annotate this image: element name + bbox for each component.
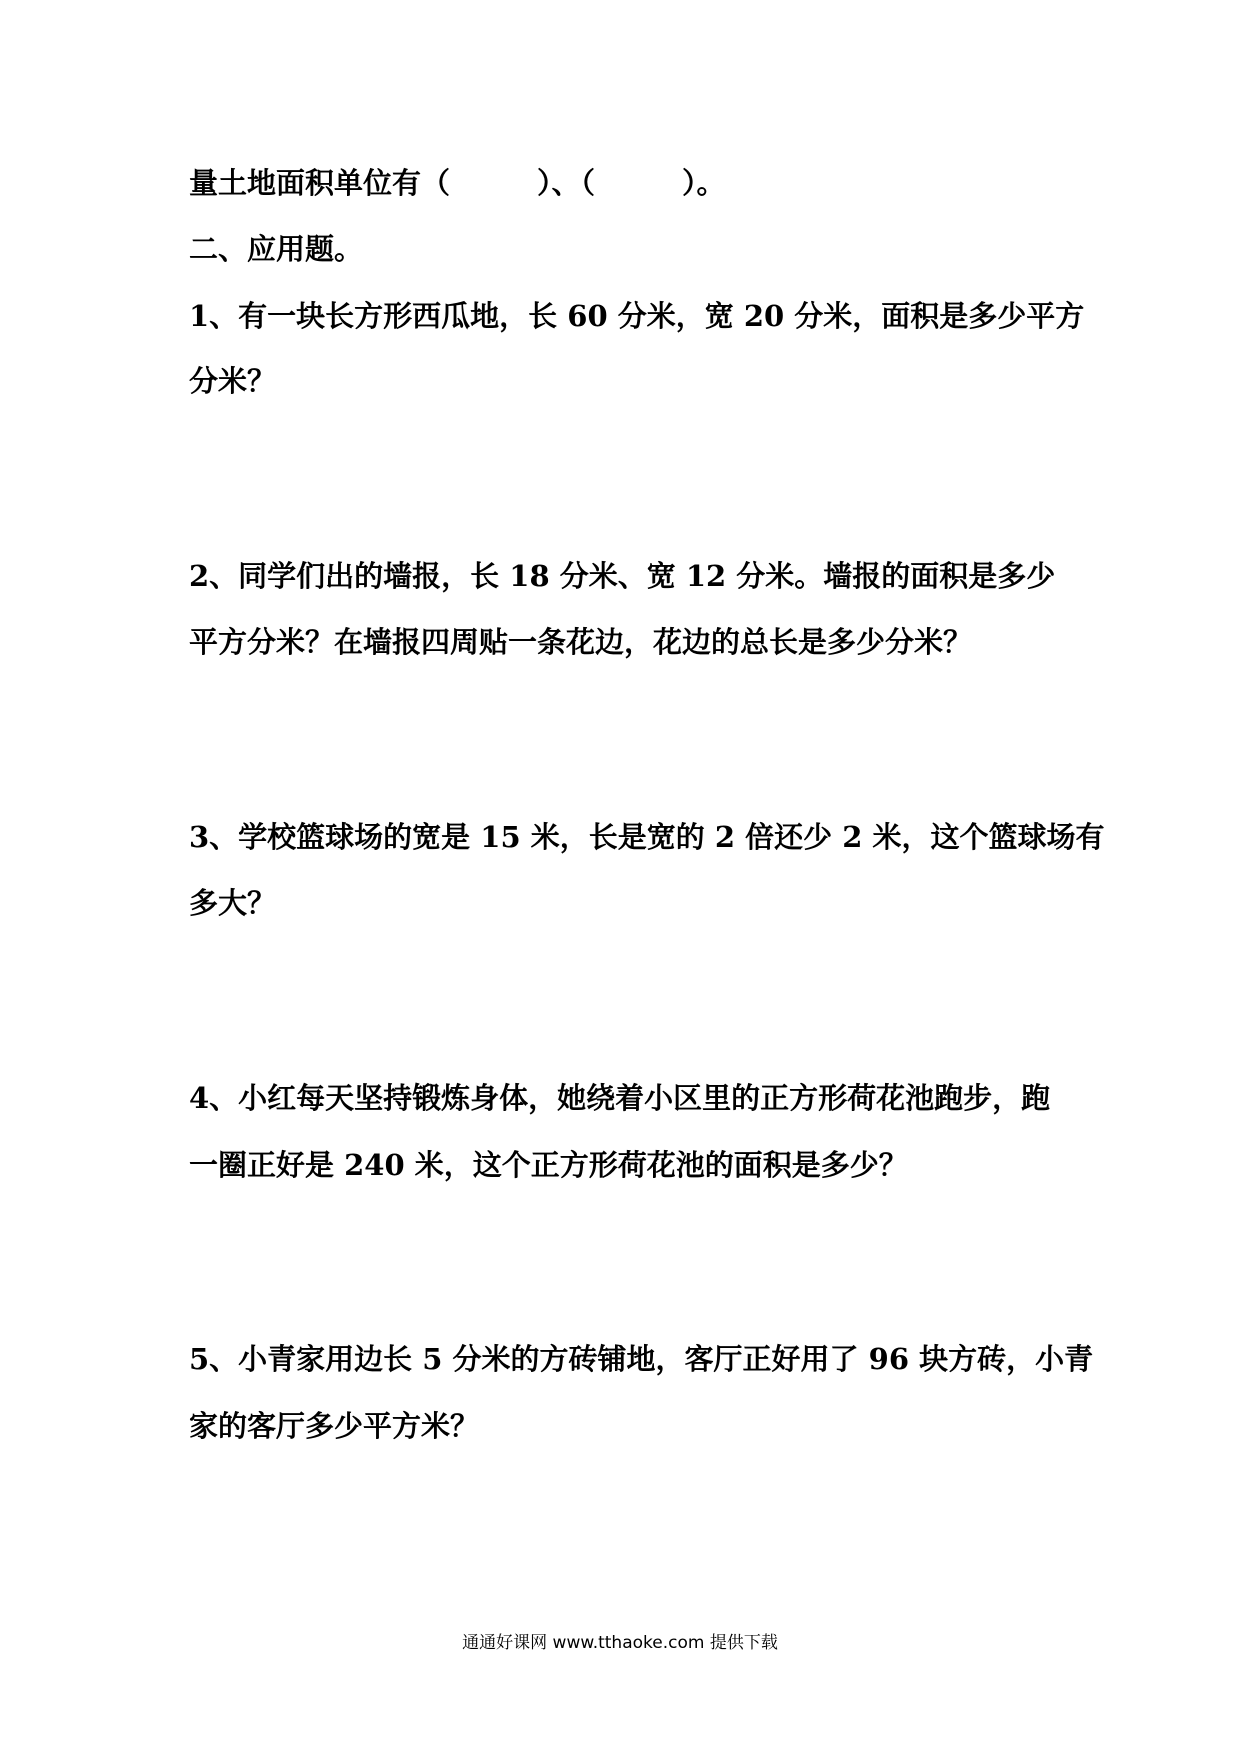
question-2-line-1: 2、同学们出的墙报，长 18 分米、宽 12 分米。墙报的面积是多少 bbox=[189, 559, 1056, 593]
question-3-line-1: 3、学校篮球场的宽是 15 米，长是宽的 2 倍还少 2 米，这个篮球场有 bbox=[189, 820, 1105, 854]
footer-source: 通通好课网 www.tthaoke.com 提供下载 bbox=[462, 1633, 778, 1653]
question-1-line-1: 1、有一块长方形西瓜地，长 60 分米，宽 20 分米，面积是多少平方 bbox=[189, 299, 1085, 333]
question-5-line-1: 5、小青家用边长 5 分米的方砖铺地，客厅正好用了 96 块方砖，小青 bbox=[189, 1342, 1094, 1376]
question-5-line-2: 家的客厅多少平方米？ bbox=[189, 1409, 480, 1443]
question-4-line-1: 4、小红每天坚持锻炼身体，她绕着小区里的正方形荷花池跑步，跑 bbox=[189, 1081, 1051, 1115]
section-heading: 二、应用题。 bbox=[189, 232, 364, 266]
question-3-line-2: 多大？ bbox=[189, 886, 277, 920]
question-2-line-2: 平方分米？在墙报四周贴一条花边，花边的总长是多少分米？ bbox=[189, 625, 973, 659]
fill-in-line: 量土地面积单位有（ ）、（ ）。 bbox=[189, 166, 726, 200]
question-1-line-2: 分米？ bbox=[189, 364, 277, 398]
question-4-line-2: 一圈正好是 240 米，这个正方形荷花池的面积是多少？ bbox=[189, 1148, 908, 1182]
